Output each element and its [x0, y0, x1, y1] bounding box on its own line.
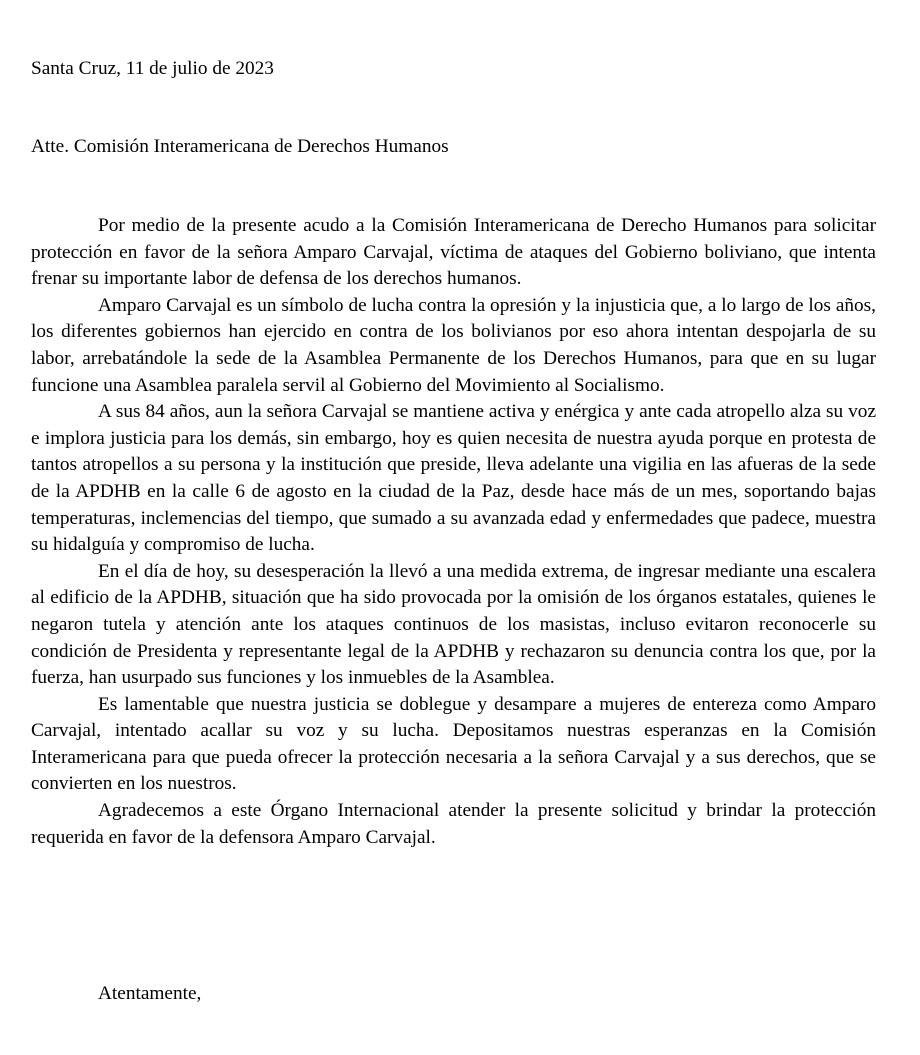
body-paragraph-4: En el día de hoy, su desesperación la llevó a una medida extrema, de ingresar mediante una escalera al edificio de la APDHB, situación que ha sido provocada por la omisión de los órganos estatales, quienes le negaron tutela y atención ante los ataques continuos de los masistas, incluso evitaron reconocerle su condición de Presidenta y representante legal de la APDHB y rechazaron su denuncia contra los que, por la fuerza, han usurpado sus funciones y los inmuebles de la Asamblea.: [31, 560, 876, 689]
letter-date: Santa Cruz, 11 de julio de 2023: [31, 58, 274, 79]
body-paragraph-6: Agradecemos a este Órgano Internacional atender la presente solicitud y brindar la protección requerida en favor de la defensora Amparo Carvajal.: [31, 800, 876, 848]
letter-recipient: Atte. Comisión Interamericana de Derechos Humanos: [31, 136, 449, 157]
body-paragraph-5: Es lamentable que nuestra justicia se doblegue y desampare a mujeres de entereza como Amparo Carvajal, intentado acallar su voz y su lucha. Depositamos nuestras esperanzas en la Comisión Interamericana para que pueda ofrecer la protección necesaria a la señora Carvajal y a sus derechos, que se convierten en los nuestros.: [31, 693, 876, 795]
body-paragraph-1: Por medio de la presente acudo a la Comisión Interamericana de Derecho Humanos para solicitar protección en favor de la señora Amparo Carvajal, víctima de ataques del Gobierno boliviano, que intenta frenar su importante labor de defensa de los derechos humanos.: [31, 215, 876, 290]
letter-closing: Atentamente,: [98, 983, 202, 1004]
body-paragraph-3: A sus 84 años, aun la señora Carvajal se mantiene activa y enérgica y ante cada atropello alza su voz e implora justicia para los demás, sin embargo, hoy es quien necesita de nuestra ayuda porque en protesta de tantos atropellos a su persona y la institución que preside, lleva adelante una vigilia en las afueras de la sede de la APDHB en la calle 6 de agosto en la ciudad de la Paz, desde hace más de un mes, soportando bajas temperaturas, inclemencias del tiempo, que sumado a su avanzada edad y enfermedades que padece, muestra su hidalguía y compromiso de lucha.: [31, 401, 876, 556]
letter-body: [31, 213, 876, 851]
body-paragraph-2: Amparo Carvajal es un símbolo de lucha contra la opresión y la injusticia que, a lo largo de los años, los diferentes gobiernos han ejercido en contra de los bolivianos por eso ahora intentan despojarla de su labor, arrebatándole la sede de la Asamblea Permanente de los Derechos Humanos, para que en su lugar funcione una Asamblea paralela servil al Gobierno del Movimiento al Socialismo.: [31, 294, 876, 396]
